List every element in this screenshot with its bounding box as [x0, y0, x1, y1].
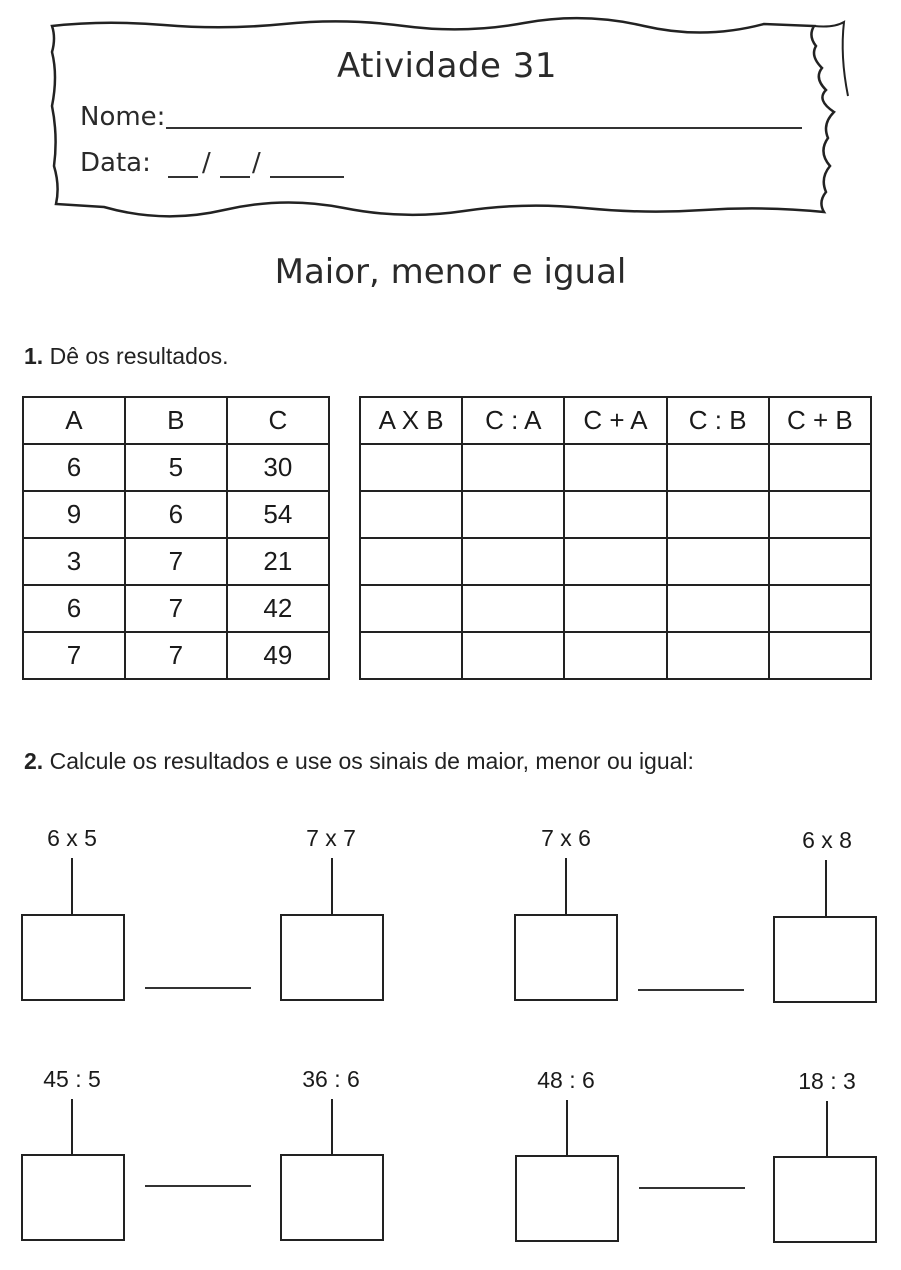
- connector-line: [331, 858, 333, 915]
- date-separator: /: [202, 148, 211, 178]
- answer-cell[interactable]: [564, 585, 666, 632]
- table-row: [360, 585, 871, 632]
- table-row: [23, 632, 329, 679]
- connector-line: [825, 860, 827, 917]
- answer-cell[interactable]: [667, 538, 769, 585]
- answer-cell[interactable]: [769, 444, 871, 491]
- answer-cell[interactable]: [462, 585, 564, 632]
- table-cell: 21: [227, 538, 329, 585]
- connector-line: [71, 858, 73, 915]
- expression-label: 6 x 5: [47, 825, 97, 851]
- table-row: [360, 491, 871, 538]
- column-header: B: [125, 397, 227, 444]
- question-text: Calcule os resultados e use os sinais de maior, menor ou igual:: [49, 748, 694, 774]
- answer-box[interactable]: [773, 1156, 877, 1243]
- expression-label: 7 x 6: [541, 825, 591, 851]
- column-header: C + A: [564, 397, 666, 444]
- question-1: [24, 343, 229, 370]
- answer-cell[interactable]: [462, 491, 564, 538]
- date-label: Data:: [80, 148, 151, 178]
- connector-line: [565, 858, 567, 915]
- header-frame: [44, 16, 850, 218]
- answer-cell[interactable]: [769, 538, 871, 585]
- column-header: C : B: [667, 397, 769, 444]
- table-cell: 5: [125, 444, 227, 491]
- table-row: [23, 491, 329, 538]
- column-header: A X B: [360, 397, 462, 444]
- results-table: [359, 396, 872, 680]
- answer-cell[interactable]: [360, 491, 462, 538]
- answer-cell[interactable]: [564, 491, 666, 538]
- connector-line: [566, 1100, 568, 1156]
- table-cell: 9: [23, 491, 125, 538]
- table-header-row: [23, 397, 329, 444]
- connector-line: [826, 1101, 828, 1157]
- table-row: [360, 632, 871, 679]
- table-cell: 7: [23, 632, 125, 679]
- answer-box[interactable]: [21, 914, 125, 1001]
- table-cell: 6: [23, 585, 125, 632]
- answer-box[interactable]: [773, 916, 877, 1003]
- expression-label: 45 : 5: [43, 1066, 101, 1092]
- table-row: [23, 444, 329, 491]
- answer-cell[interactable]: [564, 444, 666, 491]
- answer-cell[interactable]: [462, 444, 564, 491]
- sign-blank[interactable]: [145, 1185, 251, 1187]
- table-cell: 6: [23, 444, 125, 491]
- answer-box[interactable]: [514, 914, 618, 1001]
- table-cell: 7: [125, 585, 227, 632]
- name-label: Nome:: [80, 102, 166, 132]
- table-cell: 30: [227, 444, 329, 491]
- table-cell: 7: [125, 538, 227, 585]
- table-cell: 49: [227, 632, 329, 679]
- answer-cell[interactable]: [564, 632, 666, 679]
- table-cell: 3: [23, 538, 125, 585]
- answer-cell[interactable]: [564, 538, 666, 585]
- expression-label: 48 : 6: [537, 1067, 595, 1093]
- activity-title: Atividade 31: [337, 46, 557, 86]
- table-row: [23, 585, 329, 632]
- question-number: 2.: [24, 748, 44, 774]
- answer-cell[interactable]: [769, 491, 871, 538]
- table-row: [360, 444, 871, 491]
- values-table: [22, 396, 330, 680]
- answer-cell[interactable]: [667, 585, 769, 632]
- expression-label: 7 x 7: [306, 825, 356, 851]
- answer-cell[interactable]: [360, 585, 462, 632]
- date-year-field[interactable]: [270, 176, 344, 178]
- answer-cell[interactable]: [360, 632, 462, 679]
- column-header: C : A: [462, 397, 564, 444]
- connector-line: [71, 1099, 73, 1155]
- answer-cell[interactable]: [462, 632, 564, 679]
- sign-blank[interactable]: [145, 987, 251, 989]
- answer-cell[interactable]: [769, 585, 871, 632]
- answer-box[interactable]: [280, 1154, 384, 1241]
- answer-box[interactable]: [21, 1154, 125, 1241]
- answer-cell[interactable]: [667, 491, 769, 538]
- table-row: [360, 538, 871, 585]
- date-month-field[interactable]: [220, 176, 250, 178]
- column-header: A: [23, 397, 125, 444]
- expression-label: 6 x 8: [802, 827, 852, 853]
- table-cell: 54: [227, 491, 329, 538]
- sign-blank[interactable]: [638, 989, 744, 991]
- sign-blank[interactable]: [639, 1187, 745, 1189]
- answer-cell[interactable]: [360, 444, 462, 491]
- answer-box[interactable]: [515, 1155, 619, 1242]
- table-cell: 42: [227, 585, 329, 632]
- column-header: C + B: [769, 397, 871, 444]
- answer-cell[interactable]: [667, 444, 769, 491]
- name-field[interactable]: [166, 127, 802, 129]
- table-cell: 6: [125, 491, 227, 538]
- column-header: C: [227, 397, 329, 444]
- answer-cell[interactable]: [360, 538, 462, 585]
- question-number: 1.: [24, 343, 44, 369]
- table-cell: 7: [125, 632, 227, 679]
- date-separator: /: [252, 148, 261, 178]
- expression-label: 18 : 3: [798, 1068, 856, 1094]
- date-day-field[interactable]: [168, 176, 198, 178]
- answer-cell[interactable]: [667, 632, 769, 679]
- question-2: [24, 748, 694, 775]
- table-header-row: [360, 397, 871, 444]
- question-text: Dê os resultados.: [49, 343, 229, 369]
- answer-box[interactable]: [280, 914, 384, 1001]
- connector-line: [331, 1099, 333, 1155]
- table-row: [23, 538, 329, 585]
- expression-label: 36 : 6: [302, 1066, 360, 1092]
- answer-cell[interactable]: [462, 538, 564, 585]
- page-title: Maior, menor e igual: [274, 252, 627, 292]
- answer-cell[interactable]: [769, 632, 871, 679]
